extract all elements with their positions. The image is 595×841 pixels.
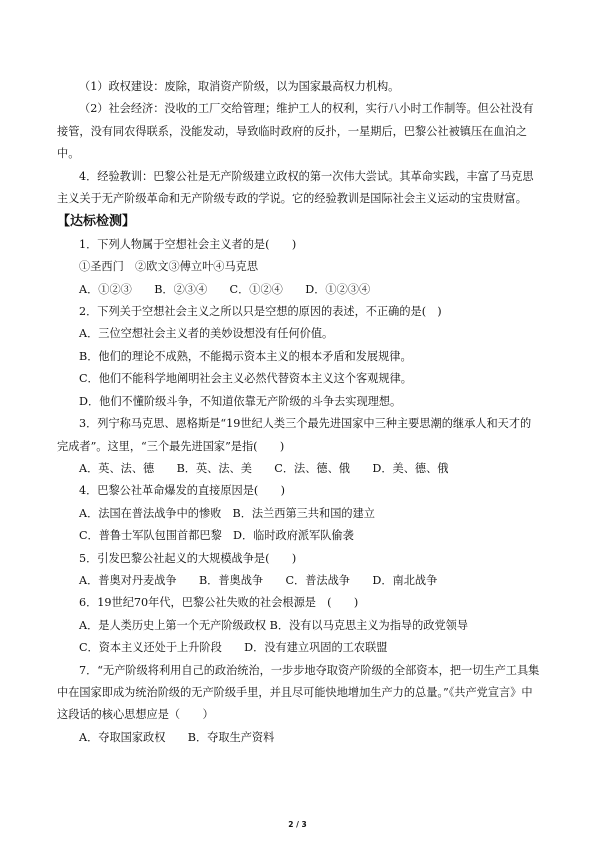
question-option-line: C．他们不能科学地阐明社会主义必然代替资本主义这个客观规律。 [79, 372, 412, 386]
question-stem: 4．巴黎公社革命爆发的直接原因是( ) [79, 484, 286, 498]
question-option-line: A．夺取国家政权 B．夺取生产资料 [79, 730, 275, 744]
paragraph-political: （1）政权建设：废除，取消资产阶级，以为国家最高权力机构。 [79, 80, 400, 93]
question-option-line: A．是人类历史上第一个无产阶级政权 B．没有以马克思主义为指导的政党领导 [79, 618, 469, 632]
paragraph-economy: （2）社会经济：没收的工厂交给管理；维护工人的权利，实行八小时工作制等。但公社没有接管，没有同农得联系，没能发动，导致临时政府的反扑，一星期后，巴黎公社被镇压在血泊之中。 [57, 102, 534, 161]
question-option-line: A．①②③ B．②③④ C．①②④ D．①②③④ [79, 282, 371, 296]
question-option-line: C．普鲁士军队包围首都巴黎 D．临时政府派军队偷袭 [79, 529, 354, 543]
question-option-line: D．他们不懂阶级斗争，不知道依靠无产阶级的斗争去实现理想。 [79, 394, 402, 408]
question-stem: 3．列宁称马克思、恩格斯是“19世纪人类三个最先进国家中三种主要思潮的继承人和天才的完成者”。这里，“三个最先进国家”是指( ) [57, 417, 532, 453]
question-stem: 1．下列人物属于空想社会主义者的是( ) [79, 237, 297, 251]
question-stem: 2．下列关于空想社会主义之所以只是空想的原因的表述，不正确的是( ) [79, 305, 442, 319]
question-4 [57, 480, 540, 547]
question-option-line: ①圣西门 ②欧文③傅立叶④马克思 [79, 260, 259, 274]
question-option-line: A．英、法、德 B．英、法、美 C．法、德、俄 D．美、德、俄 [79, 461, 449, 475]
question-2 [57, 301, 540, 413]
paragraph-lessons: 4．经验教训：巴黎公社是无产阶级建立政权的第一次伟大尝试。其革命实践，丰富了马克思主义关于无产阶级革命和无产阶级专政的学说。它的经验教训是国际社会主义运动的宝贵财富。 [57, 169, 534, 206]
question-3 [57, 413, 540, 480]
page-content [57, 76, 540, 749]
question-option-line: C．资本主义还处于上升阶段 D．没有建立巩固的工农联盟 [79, 641, 388, 655]
question-7 [57, 660, 540, 750]
question-option-line: B．他们的理论不成熟，不能揭示资本主义的根本矛盾和发展规律。 [79, 349, 412, 363]
question-5 [57, 548, 540, 593]
question-6 [57, 592, 540, 659]
question-stem: 6．19世纪70年代，巴黎公社失败的社会根源是 ( ) [79, 596, 359, 610]
question-option-line: A．法国在普法战争中的惨败 B．法兰西第三共和国的建立 [79, 506, 375, 520]
question-stem: 5．引发巴黎公社起义的大规模战争是( ) [79, 551, 297, 565]
section-title: 【达标检测】 [57, 214, 136, 230]
question-stem: 7．“无产阶级将利用自己的政治统治，一步步地夺取资产阶级的全部资本，把一切生产工具集中在国家即成为统治阶级的无产阶级手里，并且尽可能快地增加生产力的总量。”《共产党宣言》中这段话的核心思想应是（ ） [57, 663, 540, 722]
question-option-line: A．普奥对丹麦战争 B．普奥战争 C．普法战争 D．南北战争 [79, 573, 438, 587]
question-option-line: A．三位空想社会主义者的美妙设想没有任何价值。 [79, 327, 334, 341]
question-1 [57, 234, 540, 301]
page-number: 2 / 3 [288, 820, 307, 829]
